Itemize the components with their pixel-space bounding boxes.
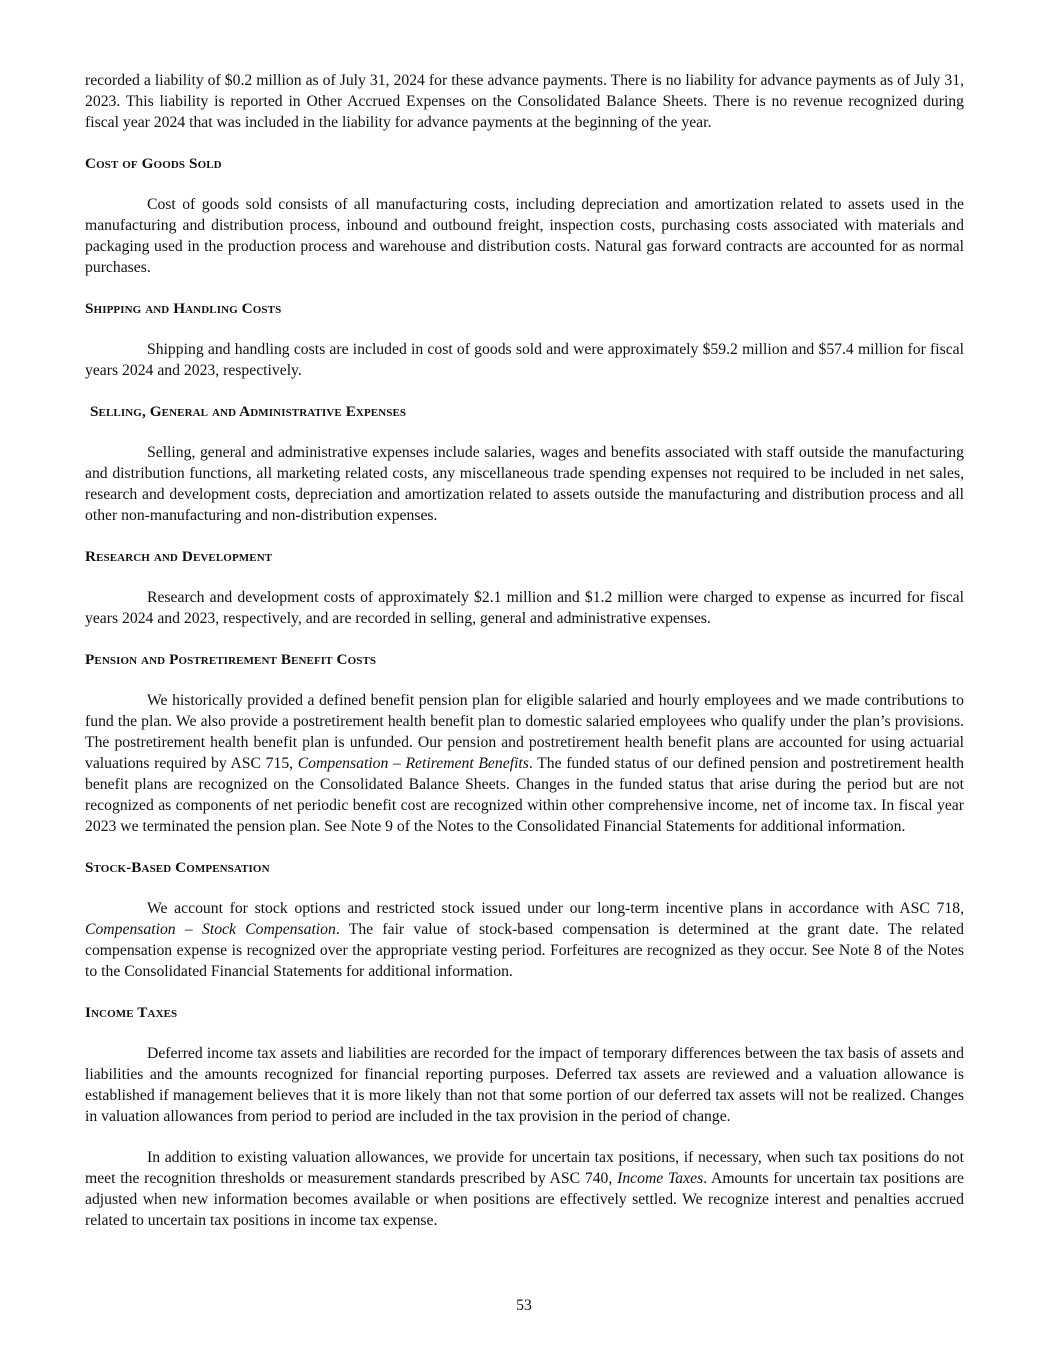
stock-compensation-heading: Stock-Based Compensation [85,859,270,876]
stock-text-after: . The fair value of stock-based compensation is determined at the grant date. The related compensation expense is recognized over the appropriate vesting period. Forfeitures are recognized as they occur. See Note 8 of the Notes to the Consolidated Financial Statements for additional information. [85,921,964,980]
paragraph-spacer [85,1127,964,1147]
sga-heading: Selling, General and Administrative Expenses [90,403,407,420]
shipping-handling-paragraph: Shipping and handling costs are included in cost of goods sold and were approximately $59.2 million and $57.4 million for fiscal years 2024 and 2023, respectively. [85,341,964,379]
income-taxes-text-before: In addition to existing valuation allowances, we provide for uncertain tax positions, if necessary, when such tax positions do not meet the recognition thresholds or measurement standards prescribed by ASC 740, [85,1149,964,1187]
pension-paragraph [85,690,964,837]
income-taxes-paragraph-2 [85,1147,964,1231]
page-number: 53 [516,1297,532,1314]
income-taxes-text-after: . Amounts for uncertain tax positions are adjusted when new information becomes available or when positions are effectively settled. We recognize interest and penalties accrued related to uncertain tax positions in income tax expense. [85,1170,964,1229]
income-taxes-italic-reference: Income Taxes [617,1170,704,1187]
pension-text-before: We historically provided a defined benefit pension plan for eligible salaried and hourly employees and we made contributions to fund the plan. We also provide a postretirement health benefit plan to domestic salaried employees who qualify under the plan’s provisions. The postretirement health benefit plan is unfunded. Our pension and postretirement health benefit plans are accounted for using actuarial valuations required by ASC 715, [85,692,964,772]
stock-compensation-paragraph [85,898,964,982]
income-taxes-heading: Income Taxes [85,1004,178,1021]
research-development-heading: Research and Development [85,548,273,565]
sga-paragraph: Selling, general and administrative expenses include salaries, wages and benefits associated with staff outside the manufacturing and distribution functions, all marketing related costs, any miscellaneous trade spending expenses not required to be included in net sales, research and development costs, depreciation and amortization related to assets outside the manufacturing and distribution process and all other non-manufacturing and non-distribution expenses. [85,444,964,524]
income-taxes-paragraph-1: Deferred income tax assets and liabilities are recorded for the impact of temporary differences between the tax basis of assets and liabilities and the amounts recognized for financial reporting purposes. Deferred tax assets are reviewed and a valuation allowance is established if management believes that it is more likely than not that some portion of our deferred tax assets will not be realized. Changes in valuation allowances from period to period are included in the tax provision in the period of change. [85,1045,964,1125]
cost-of-goods-sold-heading: Cost of Goods Sold [85,155,222,172]
shipping-handling-heading: Shipping and Handling Costs [85,300,282,317]
pension-heading: Pension and Postretirement Benefit Costs [85,651,377,668]
stock-italic-reference: Compensation – Stock Compensation [85,921,336,938]
document-page [85,70,964,1231]
pension-italic-reference: Compensation – Retirement Benefits [297,755,529,772]
pension-text-after: . The funded status of our defined pension and postretirement health benefit plans are recognized on the Consolidated Balance Sheets. Changes in the funded status that arise during the period but are not recognized as components of net periodic benefit cost are recognized within other comprehensive income, net of income tax. In fiscal year 2023 we terminated the pension plan. See Note 9 of the Notes to the Consolidated Financial Statements for additional information. [85,755,964,835]
intro-paragraph: recorded a liability of $0.2 million as of July 31, 2024 for these advance payments. There is no liability for advance payments as of July 31, 2023. This liability is reported in Other Accrued Expenses on the Consolidated Balance Sheets. There is no revenue recognized during fiscal year 2024 that was included in the liability for advance payments at the beginning of the year. [85,72,964,131]
research-development-paragraph: Research and development costs of approximately $2.1 million and $1.2 million were charged to expense as incurred for fiscal years 2024 and 2023, respectively, and are recorded in selling, general and administrative expenses. [85,589,964,627]
cost-of-goods-sold-paragraph: Cost of goods sold consists of all manufacturing costs, including depreciation and amortization related to assets used in the manufacturing and distribution process, inbound and outbound freight, inspection costs, purchasing costs associated with materials and packaging used in the production process and warehouse and distribution costs. Natural gas forward contracts are accounted for as normal purchases. [85,196,964,276]
stock-text-before: We account for stock options and restricted stock issued under our long-term incentive plans in accordance with ASC 718, [147,900,964,917]
